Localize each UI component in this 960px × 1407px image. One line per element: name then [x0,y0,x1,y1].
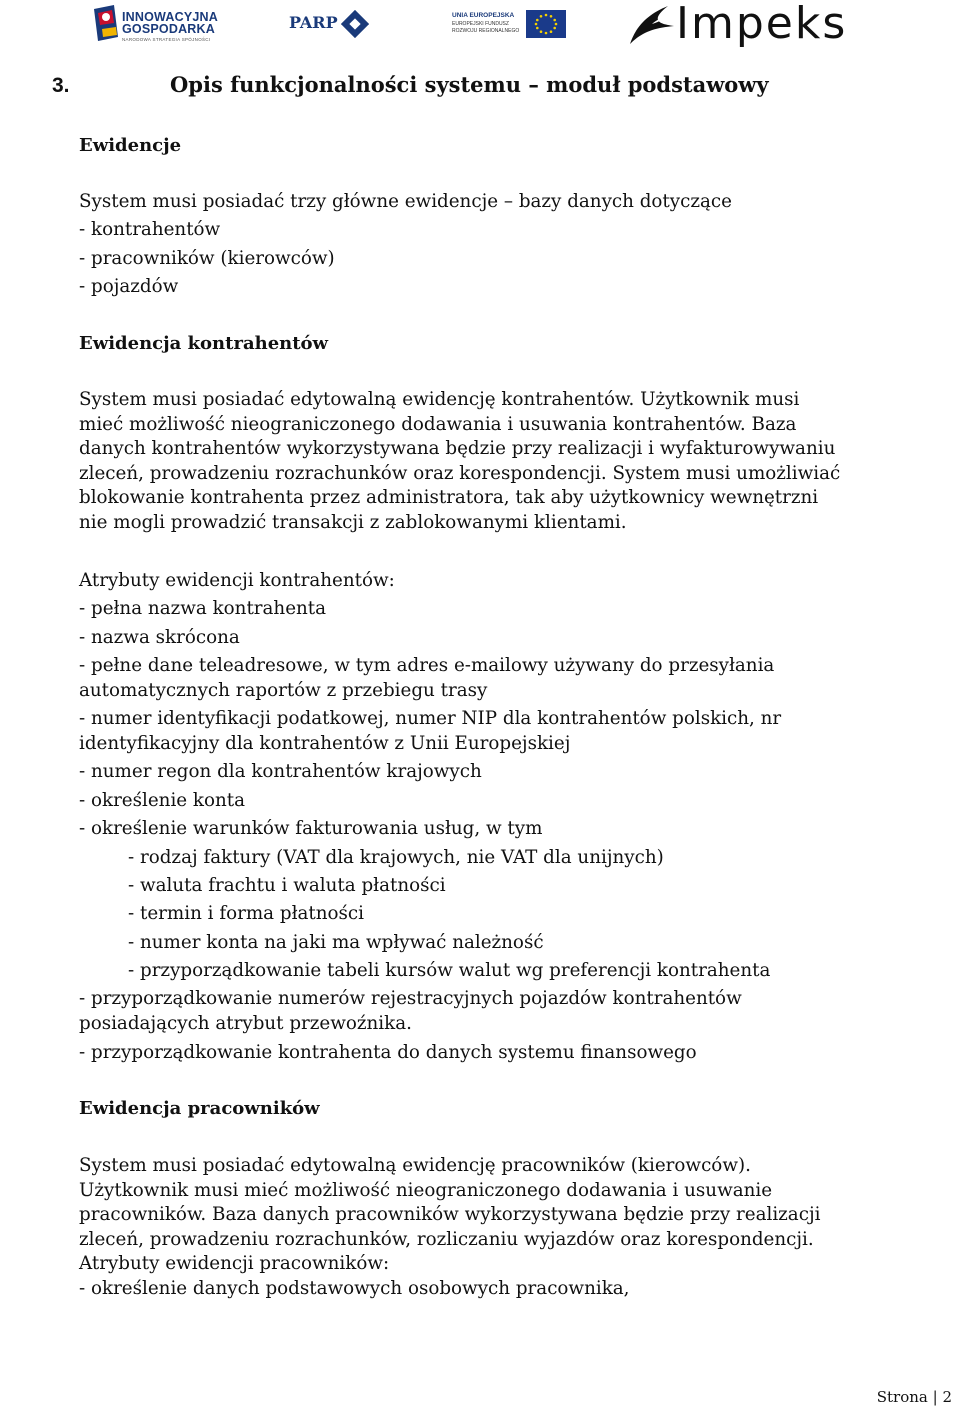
paragraph-line: zleceń, prowadzeniu rozrachunków oraz korespondencji. System musi umożliwiać [79,462,841,484]
eu-flag-icon [526,10,566,38]
parp-logo [289,8,369,40]
ewidencje-intro: System musi posiadać trzy główne ewidencje – bazy danych dotyczące [79,191,732,212]
sub-attribute-line: - numer konta na jaki ma wpływać należność [128,932,544,953]
eu-logo-line1: UNIA EUROPEJSKA [452,12,515,19]
parp-logo-text: PARP [289,13,338,32]
paragraph-line: mieć możliwość nieograniczonego dodawania i usuwania kontrahentów. Baza [79,413,797,435]
paragraph-line: Użytkownik musi mieć możliwość nieograniczonego dodawania i usuwanie [79,1179,773,1201]
attribute-line: - przyporządkowanie kontrahenta do danych systemu finansowego [79,1042,697,1063]
logo-line2: GOSPODARKA [122,22,215,36]
attribute-line: identyfikacyjny dla kontrahentów z Unii Europejskiej [79,733,571,754]
ewidencje-item: - pracowników (kierowców) [79,248,335,269]
paragraph-line: pracowników. Baza danych pracowników wykorzystywana będzie przy realizacji [79,1204,821,1225]
paragraph-line: nie mogli prowadzić transakcji z zablokowanymi klientami. [79,511,627,533]
page-number: Strona | 2 [876,1388,952,1406]
kontrahenci-paragraph [79,388,909,535]
attribute-line: - numer identyfikacji podatkowej, numer NIP dla kontrahentów polskich, nr [79,708,782,729]
eu-logo [450,8,568,40]
attribute-line: posiadających atrybut przewoźnika. [79,1013,412,1034]
attribute-line: - przyporządkowanie numerów rejestracyjnych pojazdów kontrahentów [79,988,742,1009]
paragraph-line: - określenie danych podstawowych osobowych pracownika, [79,1277,630,1299]
attribute-line: - określenie warunków fakturowania usług, w tym [79,818,543,839]
attribute-line: - pełne dane teleadresowe, w tym adres e-mailowy używany do przesyłania [79,655,775,676]
sub-attribute-line: - rodzaj faktury (VAT dla krajowych, nie VAT dla unijnych) [128,847,664,868]
star-flag-icon [92,3,120,43]
attribute-line: automatycznych raportów z przebiegu trasy [79,680,488,701]
heading-pracownicy: Ewidencja pracowników [79,1098,320,1119]
paragraph-line: danych kontrahentów wykorzystywana będzie przy realizacji i wyfakturowywaniu [79,438,836,459]
section-heading [52,72,769,98]
pracownicy-paragraph [79,1154,909,1301]
paragraph-line: System musi posiadać edytowalną ewidencję pracowników (kierowców). [79,1155,751,1176]
heading-ewidencje: Ewidencje [79,135,182,156]
attribute-line: - nazwa skrócona [79,627,240,648]
impeks-logo [628,0,928,50]
paragraph-line: blokowanie kontrahenta przez administratora, tak aby użytkownicy wewnętrzni [79,487,819,508]
paragraph-line: System musi posiadać edytowalną ewidencję kontrahentów. Użytkownik musi [79,389,800,410]
attribute-line: - pełna nazwa kontrahenta [79,598,327,619]
ewidencje-item: - kontrahentów [79,219,221,240]
kontrahenci-attributes-label: Atrybuty ewidencji kontrahentów: [79,570,395,591]
attribute-line: - numer regon dla kontrahentów krajowych [79,761,482,782]
eu-logo-line2: EUROPEJSKI FUNDUSZ [452,21,509,27]
parp-emblem-icon [341,10,369,38]
section-title: Opis funkcjonalności systemu – moduł podstawowy [170,72,769,97]
attribute-line: - określenie konta [79,790,246,811]
paragraph-line: zleceń, prowadzeniu rozrachunków, rozliczaniu wyjazdów oraz korespondencji. [79,1228,814,1250]
innowacyjna-gospodarka-logo [92,3,222,45]
impeks-logo-text: Impeks [676,0,848,49]
section-number: 3. [52,74,70,97]
eu-logo-line3: ROZWOJU REGIONALNEGO [452,28,520,34]
sub-attribute-line: - waluta frachtu i waluta płatności [128,875,446,896]
ewidencje-item: - pojazdów [79,276,179,297]
sub-attribute-line: - przyporządkowanie tabeli kursów walut wg preferencji kontrahenta [128,960,771,981]
heading-kontrahenci: Ewidencja kontrahentów [79,333,329,354]
logo-subtitle: NARODOWA STRATEGIA SPÓJNOŚCI [122,37,211,42]
sub-attribute-line: - termin i forma płatności [128,903,364,924]
paragraph-line: Atrybuty ewidencji pracowników: [79,1253,390,1274]
impeks-swoosh-icon [628,4,678,50]
logo-line1: INNOWACYJNA [122,10,218,24]
